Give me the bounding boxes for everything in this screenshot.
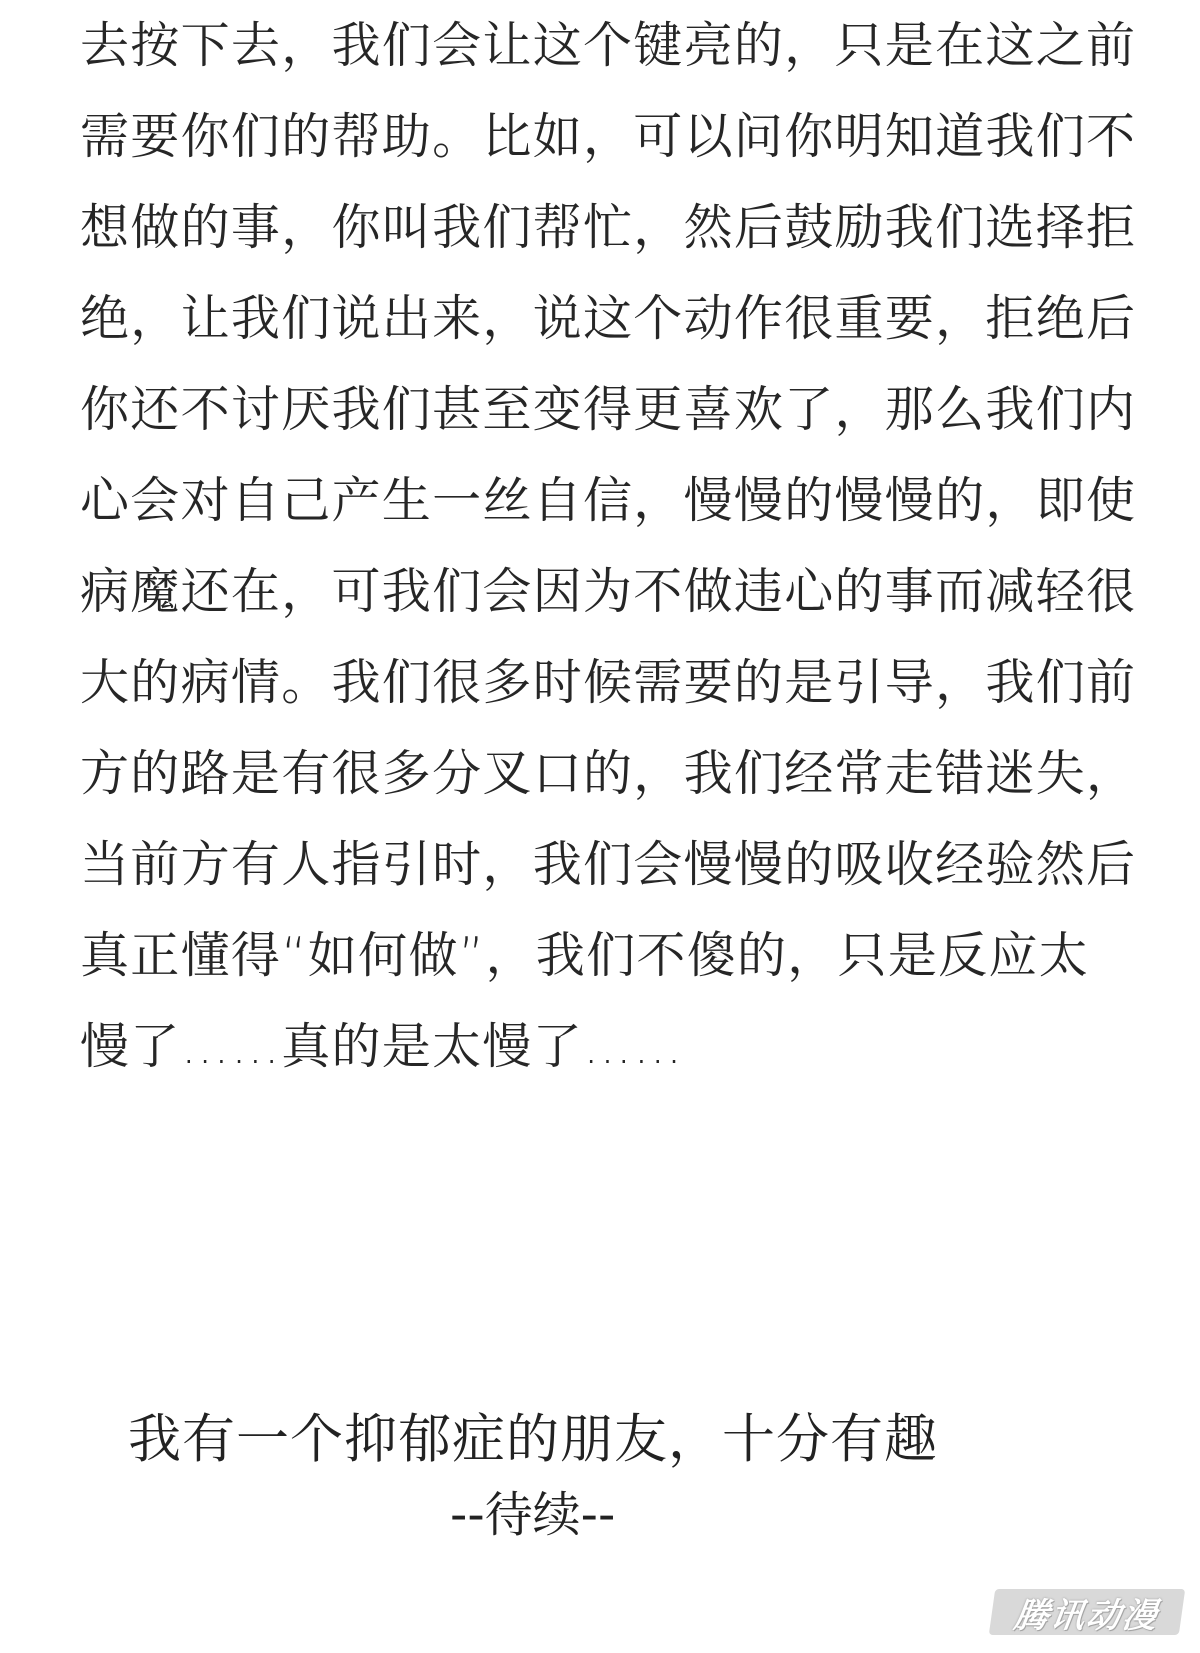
text-line: 想做的事，你叫我们帮忙，然后鼓励我们选择拒: [80, 199, 1137, 256]
text-line: 真正懂得“如何做”，我们不傻的，只是反应太: [80, 927, 1090, 984]
text-line: 大的病情。我们很多时候需要的是引导，我们前: [80, 654, 1137, 711]
article-body: [80, 0, 1140, 1092]
text-line: 慢了……真的是太慢了……: [80, 1018, 684, 1075]
text-line: 方的路是有很多分叉口的，我们经常走错迷失，: [80, 745, 1137, 802]
text-line: 去按下去，我们会让这个键亮的，只是在这之前: [80, 17, 1137, 74]
text-line: 病魔还在，可我们会因为不做违心的事而减轻很: [80, 563, 1137, 620]
to-be-continued-label: --待续--: [450, 1487, 616, 1543]
tencent-comic-watermark-logo: 腾讯动漫: [989, 1589, 1185, 1635]
text-line: 心会对自己产生一丝自信，慢慢的慢慢的，即使: [80, 472, 1137, 529]
text-line: 你还不讨厌我们甚至变得更喜欢了，那么我们内: [80, 381, 1137, 438]
text-line: 需要你们的帮助。比如，可以问你明知道我们不: [80, 108, 1137, 165]
text-line: 绝，让我们说出来，说这个动作很重要，拒绝后: [80, 290, 1137, 347]
series-title: 我有一个抑郁症的朋友，十分有趣: [128, 1409, 938, 1470]
text-line: 当前方有人指引时，我们会慢慢的吸收经验然后: [80, 836, 1137, 893]
